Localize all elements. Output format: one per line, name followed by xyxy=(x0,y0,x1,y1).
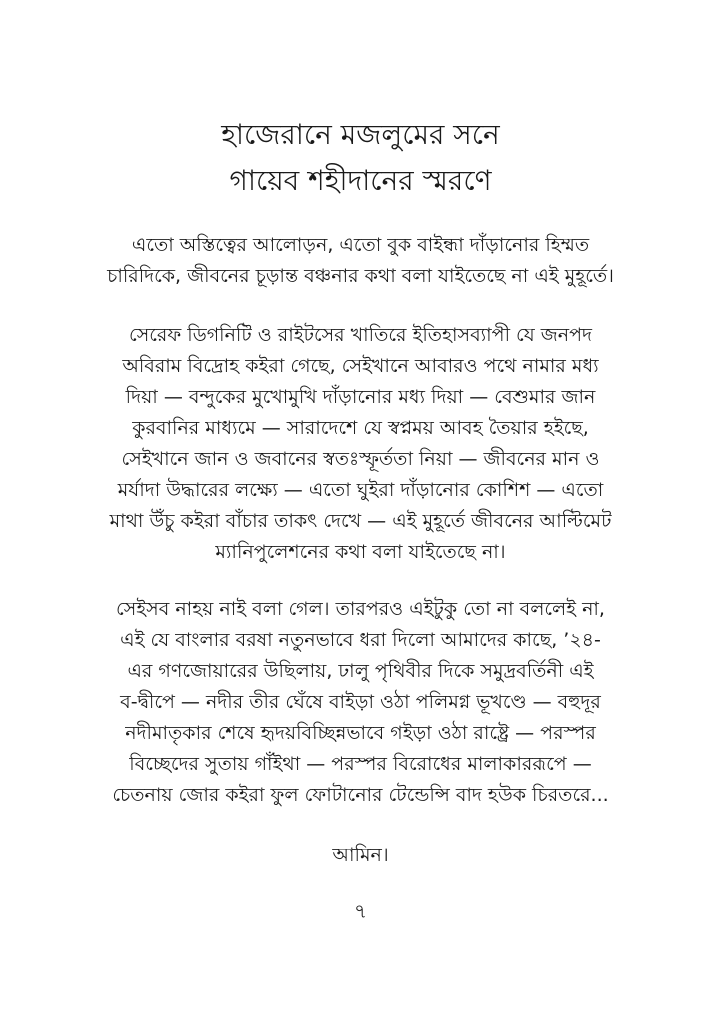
paragraph-1 xyxy=(70,230,651,292)
text-line: নদীমাতৃকার শেষে হৃদয়বিচ্ছিন্নভাবে গইড়া ওঠা রাষ্ট্রে — পরস্পর xyxy=(125,722,596,744)
page-title-line-1: হাজেরানে মজলুমের সনে xyxy=(221,118,500,151)
text-line: চারিদিকে, জীবনের চূড়ান্ত বঞ্চনার কথা বলা যাইতেছে না এই মুহূর্তে। xyxy=(107,265,614,287)
text-line: ব-দ্বীপে — নদীর তীর ঘেঁষে বাইড়া ওঠা পলিমগ্ন ভূখণ্ডে — বহুদূর xyxy=(120,691,601,713)
paragraph-2 xyxy=(70,320,651,568)
page-number: ৭ xyxy=(353,899,367,923)
text-line: সেইখানে জান ও জবানের স্বতঃস্ফূর্ততা নিয়া — জীবনের মান ও xyxy=(121,448,600,470)
text-line: এর গণজোয়ারের উছিলায়, ঢালু পৃথিবীর দিকে সমুদ্রবর্তিনী এই xyxy=(127,660,594,682)
text-line: মর্যাদা উদ্ধারের লক্ষ্যে — এতো ঘুইরা দাঁড়ানোর কোশিশ — এতো xyxy=(117,479,604,501)
paragraph-3 xyxy=(70,594,651,811)
closing-word: আমিন। xyxy=(332,844,389,866)
text-line: বিচ্ছেদের সুতায় গাঁইথা — পরস্পর বিরোধের মালাকাররূপে — xyxy=(129,753,592,775)
text-line: এতো অস্তিত্বের আলোড়ন, এতো বুক বাইন্ধা দাঁড়ানোর হিম্মত xyxy=(131,234,590,256)
text-line: কুরবানির মাধ্যমে — সারাদেশে যে স্বপ্নময় আবহ তৈয়ার হইছে, xyxy=(132,417,589,439)
text-line: দিয়া — বন্দুকের মুখোমুখি দাঁড়ানোর মধ্য দিয়া — বেশুমার জান xyxy=(125,386,596,408)
text-line: সেরেফ ডিগনিটি ও রাইটসের খাতিরে ইতিহাসব্যাপী যে জনপদ xyxy=(129,324,592,346)
text-line: ম্যানিপুলেশনের কথা বলা যাইতেছে না। xyxy=(215,541,506,563)
text-line: এই যে বাংলার বরষা নতুনভাবে ধরা দিলো আমাদের কাছে, ’২৪- xyxy=(120,629,601,651)
text-line: চেতনায় জোর কইরা ফুল ফোটানোর টেন্ডেন্সি বাদ হউক চিরতরে... xyxy=(112,784,609,806)
text-line: অবিরাম বিদ্রোহ কইরা গেছে, সেইখানে আবারও পথে নামার মধ্য xyxy=(122,355,599,377)
page-title-line-2: গায়েব শহীদানের স্মরণে xyxy=(229,164,492,197)
text-line: সেইসব নাহয় নাই বলা গেল। তারপরও এইটুকু তো না বললেই না, xyxy=(116,598,605,620)
text-line: মাথা উঁচু কইরা বাঁচার তাকৎ দেখে — এই মুহূর্তে জীবনের আল্টিমেট xyxy=(109,510,612,532)
